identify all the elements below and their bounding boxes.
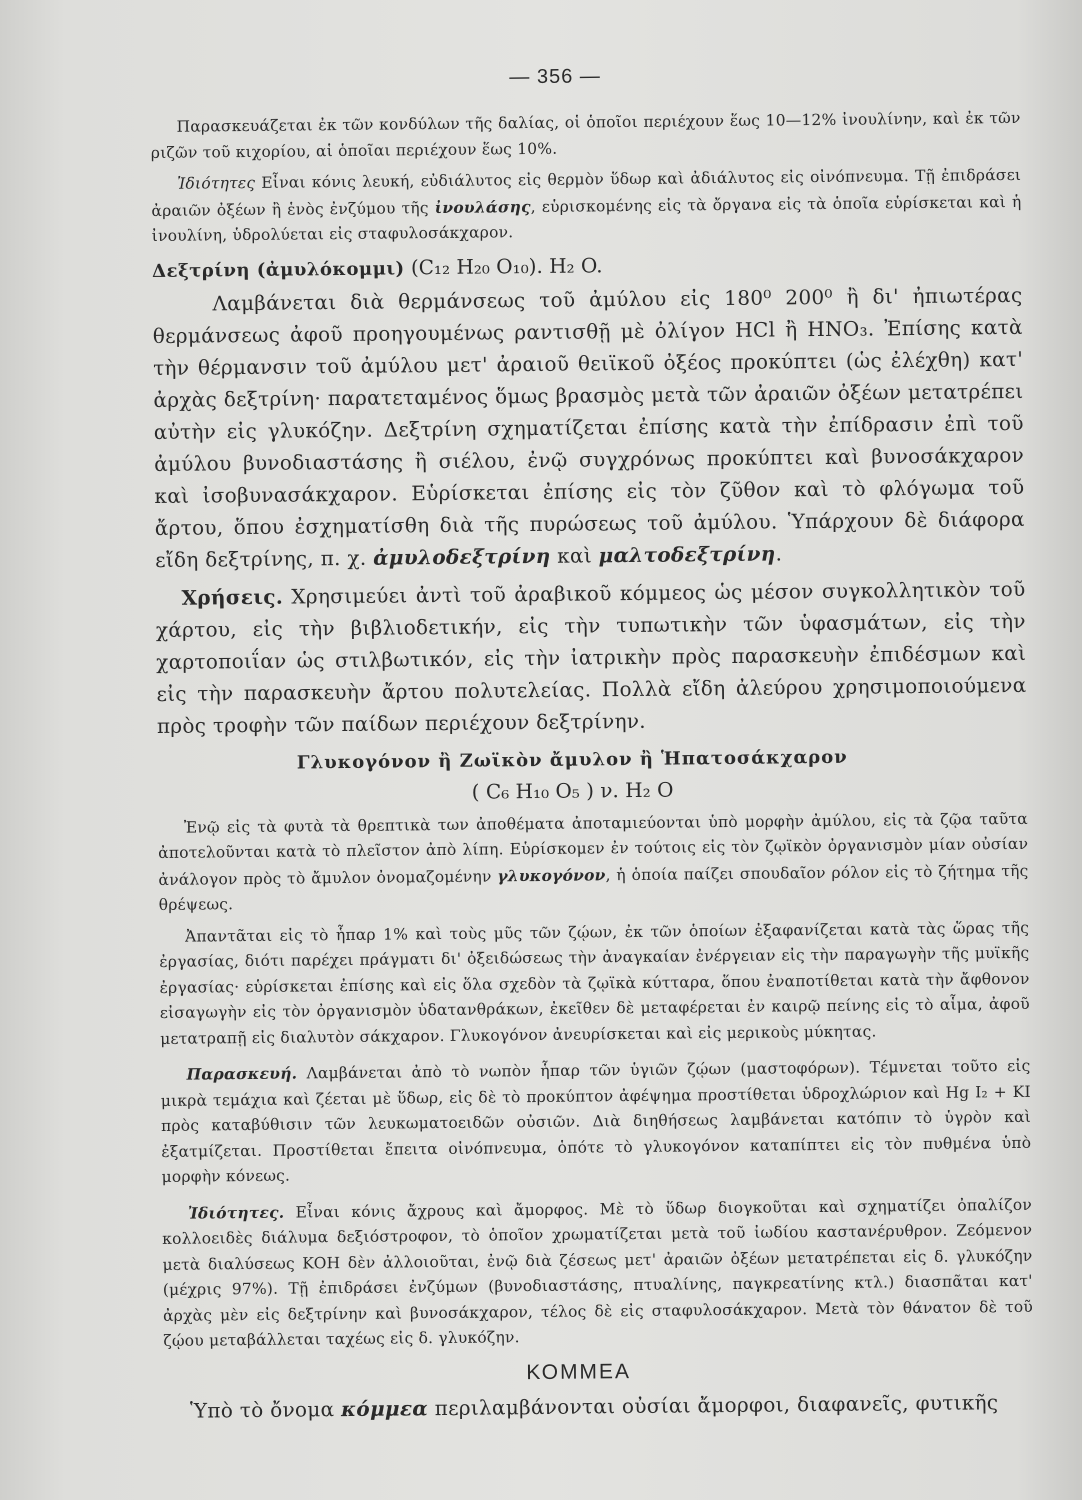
- preparation-paragraph: [160, 1053, 1031, 1191]
- dextrin-formula: (C₁₂ H₂₀ O₁₀). H₂ O.: [404, 252, 603, 279]
- glycogen-paragraph-2: Ἀπαντᾶται εἰς τὸ ἧπαρ 1% καὶ τοὺς μῦς τῶν ζῴων, ἐκ τῶν ὁποίων ἐξαφανίζεται κατὰ τὰς ὥρας τῆς ἐργασίας, διότι παρέχει πράγματι δι' ὀξειδώσεως τὴν ἀναγκαίαν ἐνέργειαν εἰς τὴν παραγωγὴν τῆς μυϊκῆς ἐργασίας· εὑρίσκεται ἐπίσης καὶ εἰς ὅλα σχεδὸν τὰ ζῳϊκὰ κύτταρα, ὅπου ἐναποτίθεται κατὰ τὴν ἄφθονον εἰσαγωγὴν εἰς τὸν ὀργανισμὸν ὑδατανθράκων, ἐκεῖθεν δὲ μεταφέρεται ἐν καιρῷ πείνης εἰς τὸ αἷμα, ἀφοῦ μετατραπῇ εἰς διαλυτὸν σάκχαρον. Γλυκογόνον ἀνευρίσκεται καὶ εἰς μερικοὺς μύκητας.: [159, 918, 1030, 1048]
- glycogen-paragraph-1: [158, 806, 1029, 918]
- uses-paragraph: [155, 572, 1027, 741]
- glycogen-p1-end: , ἡ ὁποία παίζει σπουδαῖον ρόλον εἰς τὸ ζήτημα τῆς θρέψεως.: [158, 861, 1029, 914]
- preparation-text: Λαμβάνεται ἀπὸ τὸ νωπὸν ἧπαρ τῶν ὑγιῶν ζῴων (μαστοφόρων). Τέμνεται τοῦτο εἰς μικρὰ τεμάχια καὶ ζέεται μὲ ὕδωρ, εἰς δὲ τὸ προκύπτον ἀφέψημα προστίθεται ὑδροχλώριον καὶ Hg I₂ + KI πρὸς καταβύθισιν τῶν λευκωματοειδῶν οὐσιῶν. Διὰ διηθήσεως λαμβάνεται κατόπιν τὸ ὑγρὸν καὶ ἐξατμίζεται. Προστίθεται ἔπειτα οἰνόπνευμα, ὁπότε τὸ γλυκογόνον καταπίπτει εἰς τὸν πυθμένα ὑπὸ μορφὴν κόνεως.: [160, 1056, 1032, 1186]
- dextrin-end: .: [775, 540, 783, 565]
- properties-text-end: , εὑρισκομένης εἰς τὰ ὄργανα εἰς τὰ ὁποῖα εὑρίσκεται καὶ ἡ ἰνουλίνη, ὑδρολύεται εἰς σταφυλοσάκχαρον.: [151, 192, 1022, 245]
- glycogen-term: γλυκογόνον: [497, 864, 606, 885]
- glycogen-formula: ( C₆ H₁₀ O₅ ) ν. H₂ O: [471, 777, 674, 804]
- uses-text: Χρησιμεύει ἀντὶ τοῦ ἀραβικοῦ κόμμεος ὡς μέσον συγκολλητικὸν τοῦ χάρτου, εἰς τὴν βιβλιοδετικήν, εἰς τὴν τυπωτικὴν τῶν ὑφασμάτων, εἰς τὴν χαρτοποιΐαν ὡς στιλβωτικόν, εἰς τὴν ἰατρικὴν πρὸς παρασκευὴν ἐπιδέσμων καὶ εἰς τὴν παρασκευὴν ἄρτου πολυτελείας. Πολλὰ εἴδη ἀλεύρου χρησιμοποιούμενα πρὸς τροφὴν τῶν παίδων περιέχουν δεξτρίνην.: [155, 576, 1027, 738]
- maltodextrin-term: μαλτοδεξτρίνη: [598, 540, 776, 567]
- amylodextrin-term: ἀμυλοδεξτρίνη: [373, 543, 551, 570]
- kommea-title: ΚΟΜΜΕΑ: [526, 1359, 632, 1384]
- properties-label: Ἰδιότητες: [177, 173, 256, 193]
- dextrin-heading: Δεξτρίνη (ἀμυλόκομμι): [151, 257, 405, 282]
- properties-text: Εἶναι κόνις λευκή, εὐδιάλυτος εἰς θερμὸν ὕδωρ καὶ ἀδιάλυτος εἰς οἰνόπνευμα. Τῇ ἐπιδράσει ἀραιῶν ὀξέων ἢ ἑνὸς ἐνζύμου τῆς: [151, 165, 1022, 220]
- kommea-text-end: περιλαμβάνονται οὐσίαι ἄμορφοι, διαφανεῖς, φυτικῆς: [427, 1389, 999, 1420]
- dextrin-and: καὶ: [550, 542, 599, 568]
- glycogen-properties-label: Ἰδιότητες.: [187, 1202, 285, 1223]
- dextrin-text: Λαμβάνεται διὰ θερμάνσεως τοῦ ἀμύλου εἰς 180⁰ 200⁰ ἢ δι' ἠπιωτέρας θερμάνσεως ἀφοῦ προηγουμένως ραντισθῇ μὲ ὀλίγον HCl ἢ HNO₃. Ἐπίσης κατὰ τὴν θέρμανσιν τοῦ ἀμύλου μετ' ἀραιοῦ θειϊκοῦ ὀξέος προκύπτει (ὡς ἐλέχθη) κατ' ἀρχὰς δεξτρίνη· παρατεταμένος ὅμως βρασμὸς μετὰ τῶν ἀραιῶν ὀξέων μετατρέπει αὐτὴν εἰς γλυκόζην. Δεξτρίνη σχηματίζεται ἐπίσης κατὰ τὴν ἐπίδρασιν ἐπὶ τοῦ ἀμύλου βυνοδιαστάσης ἢ σιέλου, ἐνῷ συγχρόνως προκύπτει καὶ βυνοσάκχαρον καὶ ἰσοβυνασάκχαρον. Εὑρίσκεται ἐπίσης εἰς τὸν ζῦθον καὶ τὸ φλόγωμα τοῦ ἄρτου, ὅπου ἐσχηματίσθη διὰ τῆς πυρώσεως τοῦ ἀμύλου. Ὑπάρχουν δὲ διάφορα εἴδη δεξτρίνης, π. χ.: [152, 282, 1025, 572]
- intro-paragraph: Παρασκευάζεται ἐκ τῶν κονδύλων τῆς δαλίας, οἱ ὁποῖοι περιέχουν ἕως 10—12% ἰνουλίνην, καὶ ἐκ τῶν ριζῶν τοῦ κιχορίου, αἱ ὁποῖαι περιέχουν ἕως 10%.: [150, 108, 1021, 162]
- inulase-term: ἰνουλάσης: [434, 196, 531, 217]
- kommea-paragraph: [164, 1385, 1034, 1426]
- glycogen-properties-text: Εἶναι κόνις ἄχρους καὶ ἄμορφος. Μὲ τὸ ὕδωρ διογκοῦται καὶ σχηματίζει ὀπαλίζον κολλοειδὲς διάλυμα δεξιόστροφον, τὸ ὁποῖον χρωματίζεται μετὰ τοῦ ἰωδίου καστανέρυθρον. Ζεόμενον μετὰ διαλύσεως KOH δὲν ἀλλοιοῦται, ἐνῷ διὰ ζέσεως μετ' ἀραιῶν ὀξέων μετατρέπεται εἰς δ. γλυκόζην (μέχρις 97%). Τῇ ἐπιδράσει ἐνζύμων (βυνοδιαστάσης, πτυαλίνης, παγκρεατίνης κτλ.) διασπᾶται κατ' ἀρχὰς μὲν εἰς δεξτρίνην καὶ βυνοσάκχαρον, τέλος δὲ εἰς σταφυλοσάκχαρον. Μετὰ τὸν θάνατον δὲ τοῦ ζῴου μεταβάλλεται ταχέως εἰς δ. γλυκόζην.: [162, 1195, 1034, 1350]
- glycogen-title: Γλυκογόνον ἢ Ζωϊκὸν ἄμυλον ἢ Ἡπατοσάκχαρον: [296, 746, 848, 774]
- uses-label: Χρήσεις.: [181, 584, 284, 610]
- properties-paragraph-inulin: [151, 163, 1022, 250]
- page-content: [150, 61, 1034, 1427]
- page-number: — 356 —: [509, 65, 601, 89]
- glycogen-properties-paragraph: [162, 1191, 1034, 1354]
- preparation-label: Παρασκευή.: [186, 1063, 298, 1084]
- glycogen-p1-text: Ἐνῷ εἰς τὰ φυτὰ τὰ θρεπτικὰ των ἀποθέματα ἀποταμιεύονται ὑπὸ μορφὴν ἀμύλου, εἰς τὰ ζῷα ταῦτα ἀποτελοῦνται κατὰ τὸ πλεῖστον ἀπὸ λίπη. Εὑρίσκομεν ἐν τούτοις εἰς τὸν ζῳϊκὸν ὀργανισμὸν μίαν οὐσίαν ἀνάλογον πρὸς τὸ ἄμυλον ὀνομαζομένην: [158, 809, 1029, 889]
- dextrin-paragraph: [152, 278, 1025, 575]
- kommea-text: Ὑπὸ τὸ ὄνομα: [189, 1396, 342, 1423]
- kommea-term: κόμμεα: [340, 1395, 429, 1421]
